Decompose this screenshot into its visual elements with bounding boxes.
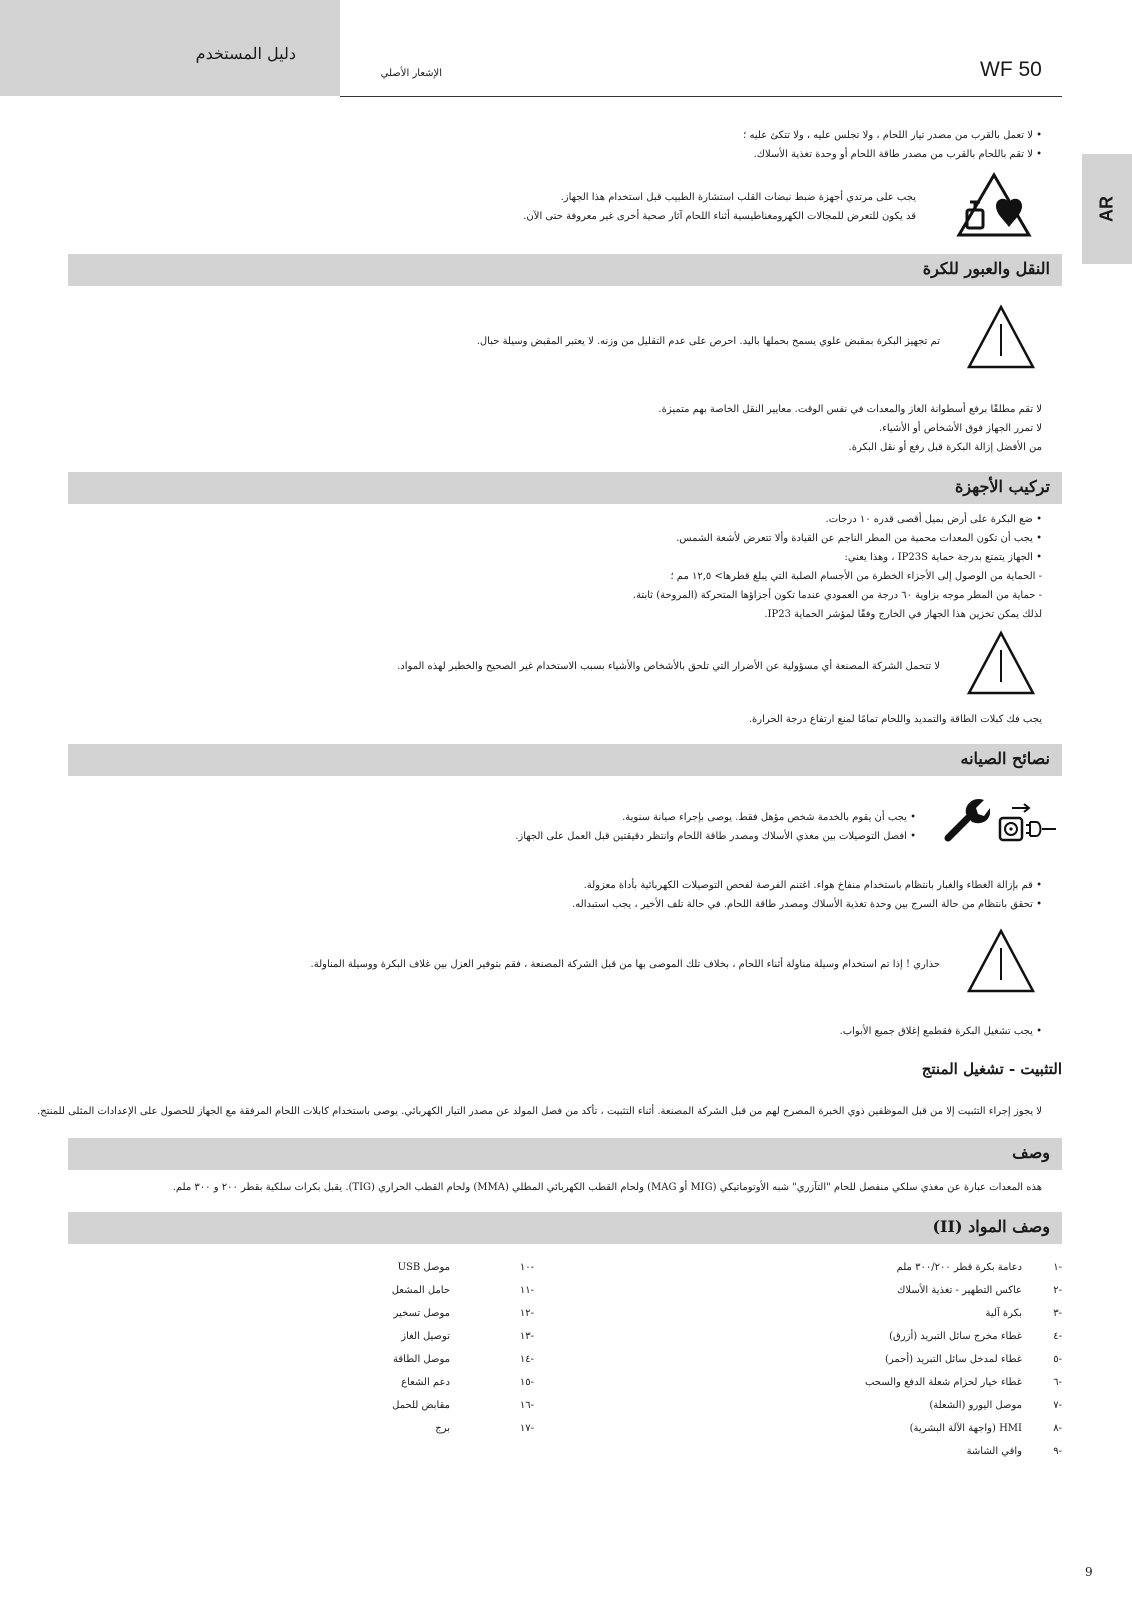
text-line: - الحماية من الوصول إلى الأجزاء الخطرة من الأجسام الصلبة التي يبلغ قطرها> ١٢,٥ مم ؛	[670, 571, 1042, 582]
section-title: نصائح الصيانه	[960, 749, 1050, 768]
text-line: - حماية من المطر موجه بزاوية ٦٠ درجة من العمودي عندما تكون أجزاؤها المتحركة (المروحة) ثابتة.	[632, 590, 1042, 601]
item-number: -٩	[1053, 1446, 1062, 1457]
list-item	[732, 1325, 1062, 1348]
item-number: -٢	[1053, 1285, 1062, 1296]
text-line: من الأفضل إزالة البكرة قبل رفع أو نقل البكرة.	[848, 442, 1042, 453]
unplug-icon	[998, 800, 1060, 846]
header-subtitle: الإشعار الأصلي	[380, 68, 442, 79]
list-item	[334, 1325, 534, 1348]
text-line: يجب فك كبلات الطاقة والتمديد واللحام تمامًا لمنع ارتفاع درجة الحرارة.	[748, 714, 1042, 725]
item-number: -١٢	[519, 1308, 534, 1319]
list-item	[732, 1256, 1062, 1279]
list-item	[732, 1394, 1062, 1417]
warning-text: حذاري ! إذا تم استخدام وسيلة مناولة أثناء اللحام ، بخلاف تلك الموصى بها من قبل الشركة المصنعة ، فقم بتوفير العزل بين غلاف البكرة ووسيلة المناولة.	[310, 959, 940, 970]
bullet-line: • افصل التوصيلات بين مغذي الأسلاك ومصدر طاقة اللحام وانتظر دقيقتين قبل العمل على الجهاز.	[515, 831, 916, 842]
maintenance-lines	[572, 876, 1042, 914]
text-line: • تحقق بانتظام من حالة السرج بين وحدة تغذية الأسلاك ومصدر طاقة اللحام. في حالة تلف الأخير ، يجب استبداله.	[572, 899, 1042, 910]
item-number: -٣	[1053, 1308, 1062, 1319]
header-divider	[340, 96, 1062, 97]
materials-list-primary	[732, 1256, 1062, 1463]
warning-text: لا تتحمل الشركة المصنعة أي مسؤولية عن الأضرار التي تلحق بالأشخاص والأشياء بسبب الاستخدام غير الصحيح والخطير لهذه المواد.	[397, 661, 940, 672]
item-label: موصل تسخير	[393, 1308, 450, 1319]
item-number: -١٠	[519, 1262, 534, 1273]
maintenance-warning	[311, 955, 940, 974]
warning-triangle-icon	[966, 630, 1036, 696]
item-label: توصيل الغاز	[401, 1331, 450, 1342]
item-number: -٥	[1053, 1354, 1062, 1365]
item-number: -١٣	[519, 1331, 534, 1342]
text-line: لذلك يمكن تخزين هذا الجهاز في الخارج وفقًا لمؤشر الحماية IP23.	[764, 609, 1042, 620]
section-title: النقل والعبور للكرة	[922, 259, 1050, 278]
installation-lines	[633, 510, 1042, 624]
item-number: -١٥	[519, 1377, 534, 1388]
section-bar-materials	[68, 1212, 1062, 1244]
item-label: HMI (واجهة الآلة البشرية)	[909, 1423, 1022, 1434]
list-item	[732, 1417, 1062, 1440]
section-title: وصف المواد (II)	[932, 1217, 1050, 1236]
item-number: -١٦	[519, 1400, 534, 1411]
wrench-icon	[940, 794, 990, 844]
item-label: بكرة آلية	[985, 1308, 1022, 1319]
transport-warning	[477, 332, 940, 351]
text-line: • قم بإزالة الغطاء والغبار بانتظام باستخدام منفاخ هواء. اغتنم الفرصة لفحص التوصيلات الكهربائية بأداة معزولة.	[583, 880, 1042, 891]
list-item	[732, 1371, 1062, 1394]
item-number: -٦	[1053, 1377, 1062, 1388]
commissioning-text	[37, 1102, 1042, 1121]
list-item	[334, 1279, 534, 1302]
item-number: -٨	[1053, 1423, 1062, 1434]
warning-triangle-icon	[966, 304, 1036, 370]
notice-line: يجب على مرتدي أجهزة ضبط نبضات القلب استشارة الطبيب قبل استخدام هذا الجهاز.	[560, 192, 916, 203]
item-label: غطاء لمدخل سائل التبريد (أحمر)	[885, 1354, 1022, 1365]
item-number: -١١	[519, 1285, 534, 1296]
maintenance-bullets	[515, 808, 916, 846]
list-item	[334, 1348, 534, 1371]
item-number: -٧	[1053, 1400, 1062, 1411]
warning-text: تم تجهيز البكرة بمقبض علوي يسمح بحملها باليد. احرص على عدم التقليل من وزنه. لا يعتبر المقبض وسيلة حبال.	[476, 336, 940, 347]
pacemaker-notice	[523, 188, 916, 226]
language-tab	[1082, 154, 1132, 264]
item-label: حامل المشعل	[391, 1285, 450, 1296]
item-label: واقي الشاشة	[966, 1446, 1022, 1457]
intro-bullets	[743, 126, 1042, 164]
section-bar-transport	[68, 254, 1062, 286]
warning-triangle-icon	[966, 928, 1036, 994]
list-item	[732, 1279, 1062, 1302]
maintenance-final	[840, 1022, 1042, 1041]
list-item	[334, 1371, 534, 1394]
model-name: WF 50	[980, 58, 1042, 81]
section-title: وصف	[1012, 1143, 1050, 1162]
list-item	[732, 1440, 1062, 1463]
pacemaker-warning-icon	[956, 172, 1032, 238]
commissioning-title: التثبيت - تشغيل المنتج	[921, 1060, 1062, 1078]
bullet-line: • يجب أن يقوم بالخدمة شخص مؤهل فقط. يوصى بإجراء صيانة سنوية.	[622, 812, 916, 823]
section-title: تركيب الأجهزة	[954, 477, 1050, 496]
transport-lines	[658, 400, 1042, 457]
description-text	[173, 1178, 1042, 1197]
item-label: غطاء خيار لحزام شعلة الدفع والسحب	[864, 1377, 1022, 1388]
item-number: -١٤	[519, 1354, 534, 1365]
bullet-line: • يجب تشغيل البكرة فقطمع إغلاق جميع الأبواب.	[839, 1026, 1042, 1037]
text-line: لا يجوز إجراء التثبيت إلا من قبل الموظفين ذوي الخبرة المصرح لهم من قبل الشركة المصنعة. أثناء التثبيت ، تأكد من فصل المولد عن مصدر التيار الكهربائي. يوصى باستخدام كابلات اللحام المرفقة مع الجهاز للحصول على الإعدادات المثلى للمنتج.	[37, 1106, 1042, 1117]
item-label: برج	[435, 1423, 450, 1434]
item-label: عاكس التطهير - تغذية الأسلاك	[897, 1285, 1022, 1296]
text-line: • الجهاز يتمتع بدرجة حماية IP23S ، وهذا يعني:	[844, 552, 1042, 563]
item-label: دعم الشعاع	[401, 1377, 450, 1388]
bullet-line: • لا تعمل بالقرب من مصدر تيار اللحام ، ولا تجلس عليه ، ولا تتكئ عليه ؛	[743, 130, 1042, 141]
item-number: -١٧	[519, 1423, 534, 1434]
item-label: مقابض للحمل	[392, 1400, 450, 1411]
item-label: غطاء مخرج سائل التبريد (أزرق)	[889, 1331, 1022, 1342]
item-label: موصل USB	[397, 1262, 450, 1273]
list-item	[334, 1256, 534, 1279]
language-code: AR	[1096, 196, 1117, 222]
list-item	[732, 1302, 1062, 1325]
bullet-line: • لا تقم باللحام بالقرب من مصدر طاقة اللحام أو وحدة تغذية الأسلاك.	[753, 149, 1042, 160]
section-bar-maintenance	[68, 744, 1062, 776]
list-item	[732, 1348, 1062, 1371]
text-line: هذه المعدات عبارة عن مغذي سلكي منفصل للحام "التآزري" شبه الأوتوماتيكي (MIG أو MAG) ولحام القطب الكهربائي المطلي (MMA) ولحام القطب الحراري (TIG). يقبل بكرات سلكية بقطر ٢٠٠ و ٣٠٠ ملم.	[172, 1182, 1042, 1193]
item-number: -٤	[1053, 1331, 1062, 1342]
page-number: 9	[1085, 1565, 1093, 1579]
item-label: دعامة بكرة قطر ٣٠٠/٢٠٠ ملم	[896, 1262, 1022, 1273]
installation-after-warning	[749, 710, 1042, 729]
notice-line: قد يكون للتعرض للمجالات الكهرومغناطيسية أثناء اللحام آثار صحية أخرى غير معروفة حتى الآن.	[523, 211, 916, 222]
section-bar-description	[68, 1138, 1062, 1170]
materials-list-secondary	[334, 1256, 534, 1440]
text-line: لا تمرر الجهاز فوق الأشخاص أو الأشياء.	[878, 423, 1042, 434]
text-line: لا تقم مطلقًا برفع أسطوانة الغاز والمعدات في نفس الوقت. معايير النقل الخاصة بهم متميزة.	[658, 404, 1042, 415]
list-item	[334, 1417, 534, 1440]
manual-title: دليل المستخدم	[195, 44, 296, 63]
list-item	[334, 1394, 534, 1417]
text-line: • يجب أن تكون المعدات محمية من المطر الناجم عن القيادة وألا تتعرض لأشعة الشمس.	[676, 533, 1042, 544]
text-line: • ضع البكرة على أرض بميل أقصى قدره ١٠ درجات.	[825, 514, 1042, 525]
list-item	[334, 1302, 534, 1325]
item-number: -١	[1053, 1262, 1062, 1273]
item-label: موصل الطاقة	[393, 1354, 450, 1365]
item-label: موصل اليورو (الشعلة)	[929, 1400, 1022, 1411]
section-bar-installation	[68, 472, 1062, 504]
installation-warning	[397, 657, 940, 676]
